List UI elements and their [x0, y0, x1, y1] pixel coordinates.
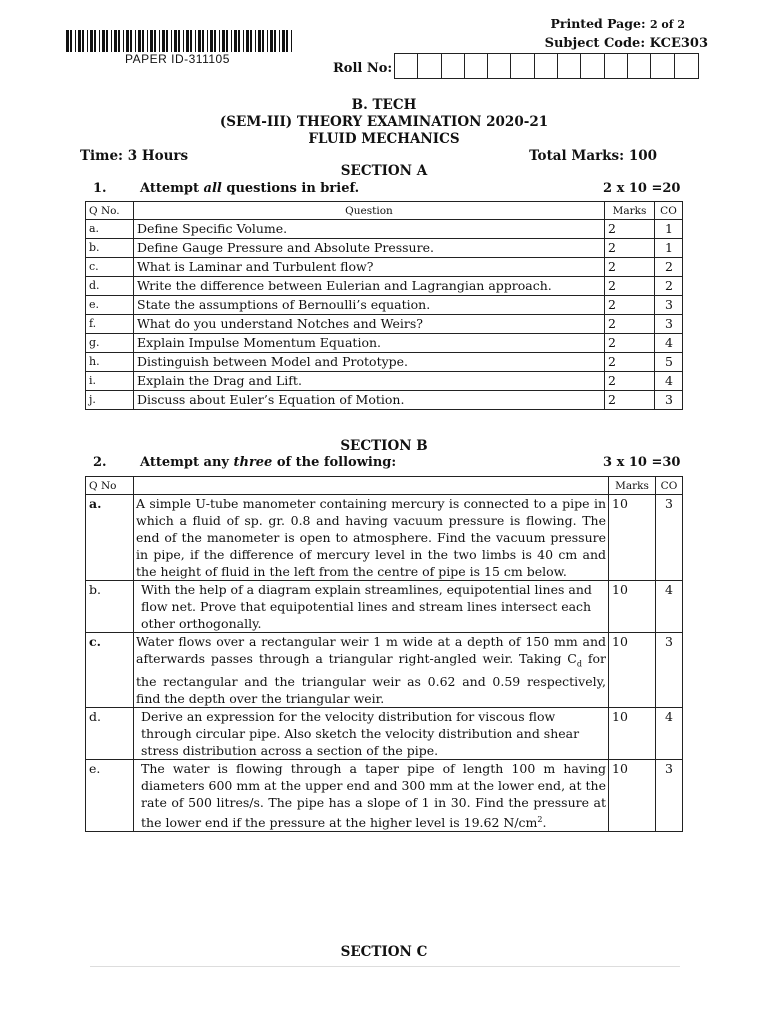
co-cell: 4	[655, 372, 683, 391]
section-b-marks-formula: 3 x 10 =30	[603, 455, 681, 470]
question-cell: A simple U-tube manometer containing mercury is connected to a pipe in which a fluid of sp. gr. 0.8 and having vacuum pressure is flowing. The end of the manometer is open to atmosphere. Find the vacuum pressure in pipe, if the difference of mercury level in the two limbs is 40 cm and the height of fluid in the left from the centre of pipe is 15 cm below.	[134, 495, 609, 581]
subject-title: FLUID MECHANICS	[308, 131, 460, 147]
roll-no-box	[395, 54, 418, 78]
table-row	[86, 707, 683, 759]
qno-cell: d.	[86, 277, 134, 296]
question-cell: Explain Impulse Momentum Equation.	[134, 334, 605, 353]
section-b-instruction: Attempt any three of the following:	[140, 455, 397, 470]
co-cell: 5	[655, 353, 683, 372]
table-row	[86, 581, 683, 633]
section-b-table	[85, 476, 683, 832]
co-cell: 3	[656, 495, 683, 581]
col-question: Question	[134, 202, 605, 220]
roll-no-box	[418, 54, 441, 78]
table-row	[86, 315, 683, 334]
question-cell: Define Gauge Pressure and Absolute Pressure.	[134, 239, 605, 258]
marks-cell: 10	[609, 581, 656, 633]
qno-cell: b.	[86, 239, 134, 258]
roll-no-box	[535, 54, 558, 78]
qno-cell: e.	[86, 296, 134, 315]
qno-cell: e.	[86, 759, 134, 831]
col-question	[134, 477, 609, 495]
roll-no-boxes	[394, 53, 699, 79]
question-cell: What do you understand Notches and Weirs?	[134, 315, 605, 334]
roll-no-box	[442, 54, 465, 78]
subject-code-label: Subject Code:	[544, 36, 646, 51]
section-a-qnumber: 1.	[93, 181, 107, 196]
printed-page-value: 2 of 2	[649, 18, 685, 31]
col-co: CO	[655, 202, 683, 220]
barcode-image	[66, 30, 294, 52]
printed-page-label: Printed Page:	[550, 16, 646, 31]
roll-no-box	[511, 54, 534, 78]
marks-cell: 2	[605, 353, 655, 372]
qno-cell: c.	[86, 258, 134, 277]
marks-cell: 2	[605, 372, 655, 391]
question-cell: Discuss about Euler’s Equation of Motion.	[134, 391, 605, 410]
roll-no-box	[581, 54, 604, 78]
question-cell: The water is flowing through a taper pipe of length 100 m having diameters 600 mm at the upper end and 300 mm at the lower end, at the rate of 500 litres/s. The pipe has a slope of 1 in 30. Find the pressure at the lower end if the pressure at the higher level is 19.62 $N/cm^2$.	[134, 759, 609, 831]
qno-cell: f.	[86, 315, 134, 334]
table-row	[86, 759, 683, 831]
roll-no-box	[488, 54, 511, 78]
roll-no-box	[465, 54, 488, 78]
qno-cell: h.	[86, 353, 134, 372]
question-cell: Define Specific Volume.	[134, 220, 605, 239]
marks-cell: 2	[605, 277, 655, 296]
co-cell: 2	[655, 277, 683, 296]
subject-code-value: KCE303	[649, 36, 708, 51]
marks-cell: 2	[605, 258, 655, 277]
printed-page	[550, 16, 685, 31]
qno-cell: j.	[86, 391, 134, 410]
section-a-table	[85, 201, 683, 410]
qno-cell: d.	[86, 707, 134, 759]
col-marks: Marks	[609, 477, 656, 495]
col-co: CO	[656, 477, 683, 495]
marks-cell: 10	[609, 495, 656, 581]
table-row	[86, 239, 683, 258]
table-header-row	[86, 477, 683, 495]
co-cell: 1	[655, 239, 683, 258]
marks-cell: 2	[605, 239, 655, 258]
marks-cell: 10	[609, 707, 656, 759]
table-header-row	[86, 202, 683, 220]
question-cell: Distinguish between Model and Prototype.	[134, 353, 605, 372]
question-cell: Explain the Drag and Lift.	[134, 372, 605, 391]
table-row	[86, 372, 683, 391]
total-marks: Total Marks: 100	[529, 148, 657, 164]
co-cell: 1	[655, 220, 683, 239]
question-cell: State the assumptions of Bernoulli’s equation.	[134, 296, 605, 315]
table-row	[86, 633, 683, 708]
co-cell: 3	[655, 315, 683, 334]
section-a-instruction: Attempt all questions in brief.	[140, 181, 360, 196]
subject-code	[545, 36, 708, 51]
table-row	[86, 391, 683, 410]
marks-cell: 10	[609, 633, 656, 708]
qno-cell: a.	[86, 495, 134, 581]
section-a-heading: SECTION A	[340, 163, 428, 179]
co-cell: 4	[656, 581, 683, 633]
co-cell: 2	[655, 258, 683, 277]
co-cell: 3	[656, 633, 683, 708]
roll-no-box	[628, 54, 651, 78]
qno-cell: c.	[86, 633, 134, 708]
question-cell: Water flows over a rectangular weir 1 m wide at a depth of 150 mm and afterwards passes through a triangular right-angled weir. Taking $C_d$ for the rectangular and the triangular weir as 0.62 and 0.59 respectively, find the depth over the triangular weir.	[134, 633, 609, 708]
roll-no-box	[651, 54, 674, 78]
qno-cell: b.	[86, 581, 134, 633]
roll-no-box	[605, 54, 628, 78]
co-cell: 4	[655, 334, 683, 353]
co-cell: 3	[656, 759, 683, 831]
time-allowed: Time: 3 Hours	[80, 148, 189, 164]
table-row	[86, 353, 683, 372]
col-qno: Q No.	[86, 202, 134, 220]
co-cell: 4	[656, 707, 683, 759]
col-qno: Q No	[86, 477, 134, 495]
exam-title: (SEM-III) THEORY EXAMINATION 2020-21	[219, 114, 549, 130]
col-marks: Marks	[605, 202, 655, 220]
marks-cell: 2	[605, 220, 655, 239]
question-cell: With the help of a diagram explain streamlines, equipotential lines and flow net. Prove that equipotential lines and stream lines intersect each other orthogonally.	[134, 581, 609, 633]
section-b-qnumber: 2.	[93, 455, 107, 470]
section-a-marks-formula: 2 x 10 =20	[603, 181, 681, 196]
co-cell: 3	[655, 296, 683, 315]
question-cell: Write the difference between Eulerian and Lagrangian approach.	[134, 277, 605, 296]
course-title: B. TECH	[351, 97, 417, 113]
section-c-heading: SECTION C	[340, 944, 428, 960]
table-row	[86, 296, 683, 315]
marks-cell: 2	[605, 334, 655, 353]
question-cell: What is Laminar and Turbulent flow?	[134, 258, 605, 277]
divider	[90, 966, 680, 967]
table-row	[86, 495, 683, 581]
table-row	[86, 220, 683, 239]
question-cell: Derive an expression for the velocity distribution for viscous flow through circular pipe. Also sketch the velocity distribution and shear stress distribution across a section of the pipe.	[134, 707, 609, 759]
roll-no-box	[558, 54, 581, 78]
marks-cell: 2	[605, 315, 655, 334]
paper-id: PAPER ID-311105	[125, 52, 230, 66]
qno-cell: i.	[86, 372, 134, 391]
marks-cell: 10	[609, 759, 656, 831]
roll-no-box	[675, 54, 698, 78]
co-cell: 3	[655, 391, 683, 410]
table-row	[86, 334, 683, 353]
table-row	[86, 258, 683, 277]
qno-cell: a.	[86, 220, 134, 239]
qno-cell: g.	[86, 334, 134, 353]
section-b-heading: SECTION B	[340, 438, 428, 454]
roll-no-label: Roll No:	[333, 61, 393, 76]
table-row	[86, 277, 683, 296]
marks-cell: 2	[605, 391, 655, 410]
marks-cell: 2	[605, 296, 655, 315]
